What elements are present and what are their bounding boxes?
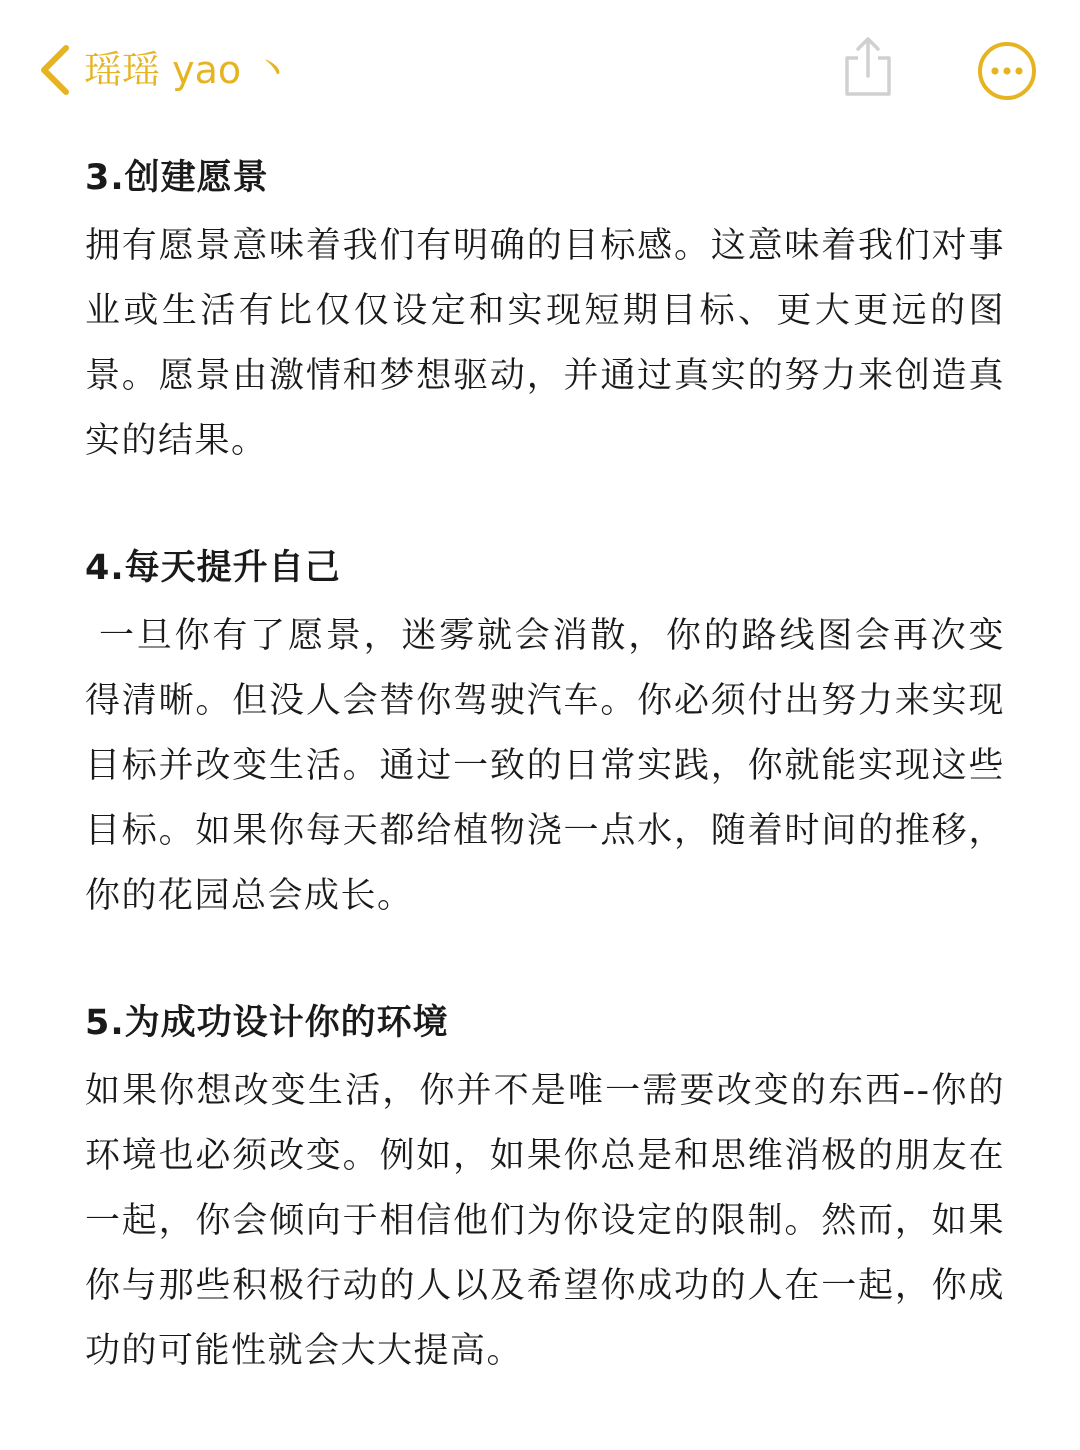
section-improve-daily [85, 540, 1005, 929]
section-body: 拥有愿景意味着我们有明确的目标感。这意味着我们对事业或生活有比仅仅设定和实现短期目标、更大更远的图景。愿景由激情和梦想驱动，并通过真实的努力来创造真实的结果。 [85, 226, 1005, 461]
note-content [85, 150, 1005, 1450]
section-heading: 4.每天提升自己 [85, 548, 341, 588]
author-name[interactable]: 瑶瑶 yao 丶 [84, 48, 292, 92]
chevron-left-icon [36, 44, 72, 96]
section-body: 如果你想改变生活，你并不是唯一需要改变的东西--你的环境也必须改变。例如，如果你总是和思维消极的朋友在一起，你会倾向于相信他们为你设定的限制。然而，如果你与那些积极行动的人以及希望你成功的人在一起，你成功的可能性就会大大提高。 [85, 1071, 1005, 1371]
back-button[interactable] [28, 40, 80, 100]
top-nav-bar [0, 0, 1080, 140]
section-design-environment [85, 995, 1005, 1384]
more-dots-icon [976, 40, 1038, 102]
section-body: 一旦你有了愿景，迷雾就会消散，你的路线图会再次变得清晰。但没人会替你驾驶汽车。你必须付出努力来实现目标并改变生活。通过一致的日常实践，你就能实现这些目标。如果你每天都给植物浇一点水，随着时间的推移，你的花园总会成长。 [85, 616, 1005, 916]
share-button[interactable] [838, 34, 898, 100]
share-icon [838, 34, 898, 100]
more-options-button[interactable] [976, 40, 1038, 102]
section-heading: 5.为成功设计你的环境 [85, 1003, 449, 1043]
section-create-vision [85, 150, 1005, 474]
section-heading: 3.创建愿景 [85, 158, 269, 198]
